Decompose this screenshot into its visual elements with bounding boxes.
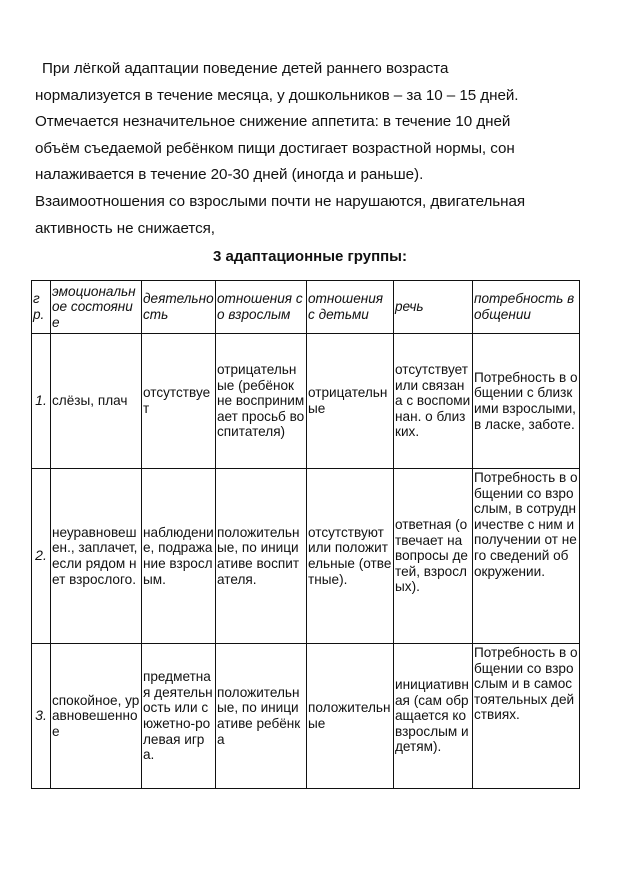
table-cell: Потребность в общении со взрослым и в самостоятельных действиях. xyxy=(473,644,580,789)
table-cell: ответная (отвечает на вопросы детей, взрослых). xyxy=(394,469,473,644)
intro-line: Отмечается незначительное снижение аппетита: в течение 10 дней xyxy=(35,113,511,131)
column-header: потребность в общении xyxy=(473,281,580,334)
column-header: отношения со взрослым xyxy=(216,281,307,334)
table-cell: Потребность в общении со взрослым, в сотрудничестве с ним и получении от него сведений об окружении. xyxy=(473,469,580,644)
table-header-row xyxy=(32,281,580,334)
table-cell: предметная деятельность или сюжетно-ролевая игра. xyxy=(142,644,216,789)
table-cell: отрицательные xyxy=(307,334,394,469)
table-cell: положительные, по инициативе воспитателя. xyxy=(216,469,307,644)
column-header: эмоциональное состояние xyxy=(51,281,142,334)
adaptation-groups-table xyxy=(31,280,580,789)
table-cell: отсутствует или связана с воспоминан. о близких. xyxy=(394,334,473,469)
section-heading: 3 адаптационные группы: xyxy=(213,248,407,265)
intro-line: нормализуется в течение месяца, у дошкольников – за 10 – 15 дней. xyxy=(35,86,519,104)
table-cell: Потребность в общении с близкими взрослыми, в ласке, заботе. xyxy=(473,334,580,469)
column-header: деятельность xyxy=(142,281,216,334)
column-header: речь xyxy=(394,281,473,334)
intro-line: налаживается в течение 20-30 дней (иногда и раньше). xyxy=(35,166,424,184)
column-header: гр. xyxy=(32,281,51,334)
intro-line: активность не снижается, xyxy=(35,219,215,237)
table-row xyxy=(32,334,580,469)
group-number-cell: 2. xyxy=(32,469,51,644)
intro-line: объём съедаемой ребёнком пищи достигает возрастной нормы, сон xyxy=(35,139,515,157)
table-cell: отсутствуют или положительные (ответные). xyxy=(307,469,394,644)
table-cell: положительные, по инициативе ребёнка xyxy=(216,644,307,789)
table-row xyxy=(32,644,580,789)
table-cell: слёзы, плач xyxy=(51,334,142,469)
group-number-cell: 1. xyxy=(32,334,51,469)
table-cell: инициативная (сам обращается ко взрослым и детям). xyxy=(394,644,473,789)
intro-line: Взаимоотношения со взрослыми почти не нарушаются, двигательная xyxy=(35,192,526,210)
intro-paragraph xyxy=(35,56,595,242)
table-cell: положительные xyxy=(307,644,394,789)
column-header: отношения с детьми xyxy=(307,281,394,334)
table-cell: наблюдение, подражание взрослым. xyxy=(142,469,216,644)
group-number-cell: 3. xyxy=(32,644,51,789)
table-row xyxy=(32,469,580,644)
table-cell: отрицательные (ребёнок не воспринимает просьб воспитателя) xyxy=(216,334,307,469)
table-cell: спокойное, уравновешенное xyxy=(51,644,142,789)
intro-line: При лёгкой адаптации поведение детей раннего возраста xyxy=(42,60,449,77)
table-cell: отсутствует xyxy=(142,334,216,469)
table-cell: неуравновешен., заплачет, если рядом нет взрослого. xyxy=(51,469,142,644)
